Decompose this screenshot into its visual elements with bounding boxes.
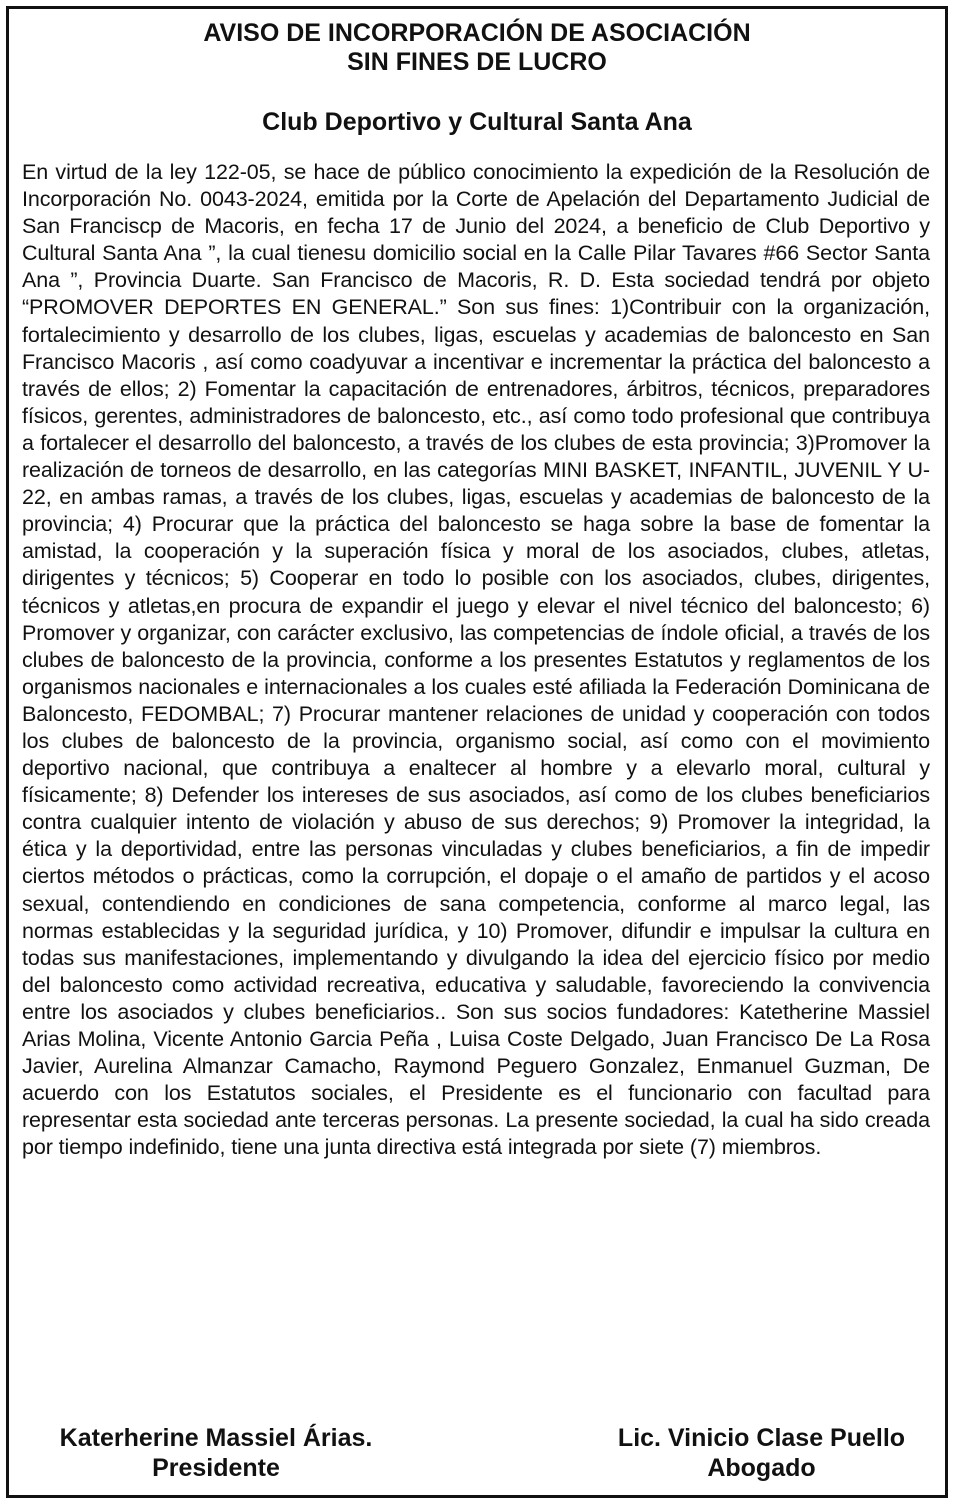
signature-lawyer-role: Abogado	[707, 1454, 816, 1482]
notice-body: En virtud de la ley 122-05, se hace de público conocimiento la expedición de la Resolución de Incorporación No. 0043-2024, emitida por la Corte de Apelación del Departamento Judicial de San Franciscp de Macoris, en fecha 17 de Junio del 2024, a beneficio de Club Deportivo y Cultural Santa Ana ”, la cual tienesu domicilio social en la Calle Pilar Tavares #66 Sector Santa Ana ”, Provincia Duarte. San Francisco de Macoris, R. D. Esta sociedad tendrá por objeto “PROMOVER DEPORTES EN GENERAL.” Son sus fines: 1)Contribuir con la organización, fortalecimiento y desarrollo de los clubes, ligas, escuelas y academias de baloncesto en San Francisco Macoris , así como coadyuvar a incentivar e incrementar la práctica del baloncesto a través de ellos; 2) Fomentar la capacitación de entrenadores, árbitros, técnicos, preparadores físicos, gerentes, administradores de baloncesto, etc., así como todo profesional que contribuya a fortalecer el desarrollo del baloncesto, a través de los clubes de esta provincia; 3)Promover la realización de torneos de desarrollo, en las categorías MINI BASKET, INFANTIL, JUVENIL Y U-22, en ambas ramas, a través de los clubes, ligas, escuelas y academias de baloncesto de la provincia; 4) Procurar que la práctica del baloncesto se haga sobre la base de fomentar la amistad, la cooperación y la superación física y moral de los asociados, clubes, atletas, dirigentes y técnicos; 5) Cooperar en todo lo posible con los asociados, clubes, dirigentes, técnicos y atletas,en procura de expandir el juego y elevar el nivel técnico del baloncesto; 6) Promover y organizar, con carácter exclusivo, las competencias de índole oficial, a través de los clubes de baloncesto de la provincia, conforme a los presentes Estatutos y reglamentos de los organismos nacionales e internacionales a los cuales esté afiliada la Federación Dominicana de Baloncesto, FEDOMBAL; 7) Procurar mantener relaciones de unidad y cooperación con todos los clubes de baloncesto de la provincia, organismo social, así como con el movimiento deportivo nacional, que contribuya a enaltecer al hombre y a elevarlo moral, cultural y físicamente; 8) Defender los intereses de sus asociados, así como de los clubes beneficiarios contra cualquier intento de violación y abuso de sus derechos; 9) Promover la integridad, la ética y la deportividad, entre las personas vinculadas y clubes beneficiarios, a fin de impedir ciertos métodos o prácticas, como la corrupción, el dopaje o el amaño de partidos y el acoso sexual, contendiendo en condiciones de sana competencia, conforme al marco legal, las normas establecidas y la seguridad jurídica, y 10) Promover, difundir e impulsar la cultura en todas sus manifestaciones, implementando y divulgando la idea del ejercicio físico por medio del baloncesto como actividad recreativa, educativa y saludable, favoreciendo la convivencia entre los asociados y clubes beneficiarios.. Son sus socios fundadores: Katetherine Massiel Arias Molina, Vicente Antonio Garcia Peña , Luisa Coste Delgado, Juan Francisco De La Rosa Javier, Aurelina Almanzar Camacho, Raymond Peguero Gonzalez, Enmanuel Guzman, De acuerdo con los Estatutos sociales, el Presidente es el funcionario con facultad para representar esta sociedad ante terceras personas. La presente sociedad, la cual ha sido creada por tiempo indefinido, tiene una junta directiva está integrada por siete (7) miembros.	[22, 160, 930, 1160]
notice-title	[9, 19, 945, 77]
notice-frame	[6, 6, 948, 1498]
club-name: Club Deportivo y Cultural Santa Ana	[262, 108, 692, 136]
signature-president-name: Katerherine Massiel Árias.	[59, 1424, 373, 1452]
signature-lawyer	[589, 1423, 934, 1483]
signature-president	[31, 1423, 401, 1483]
signature-president-role: Presidente	[152, 1454, 280, 1482]
notice-title-line-1: AVISO DE INCORPORACIÓN DE ASOCIACIÓN	[203, 19, 751, 47]
signature-lawyer-name: Lic. Vinicio Clase Puello	[617, 1424, 906, 1452]
notice-title-line-2: SIN FINES DE LUCRO	[347, 48, 607, 76]
